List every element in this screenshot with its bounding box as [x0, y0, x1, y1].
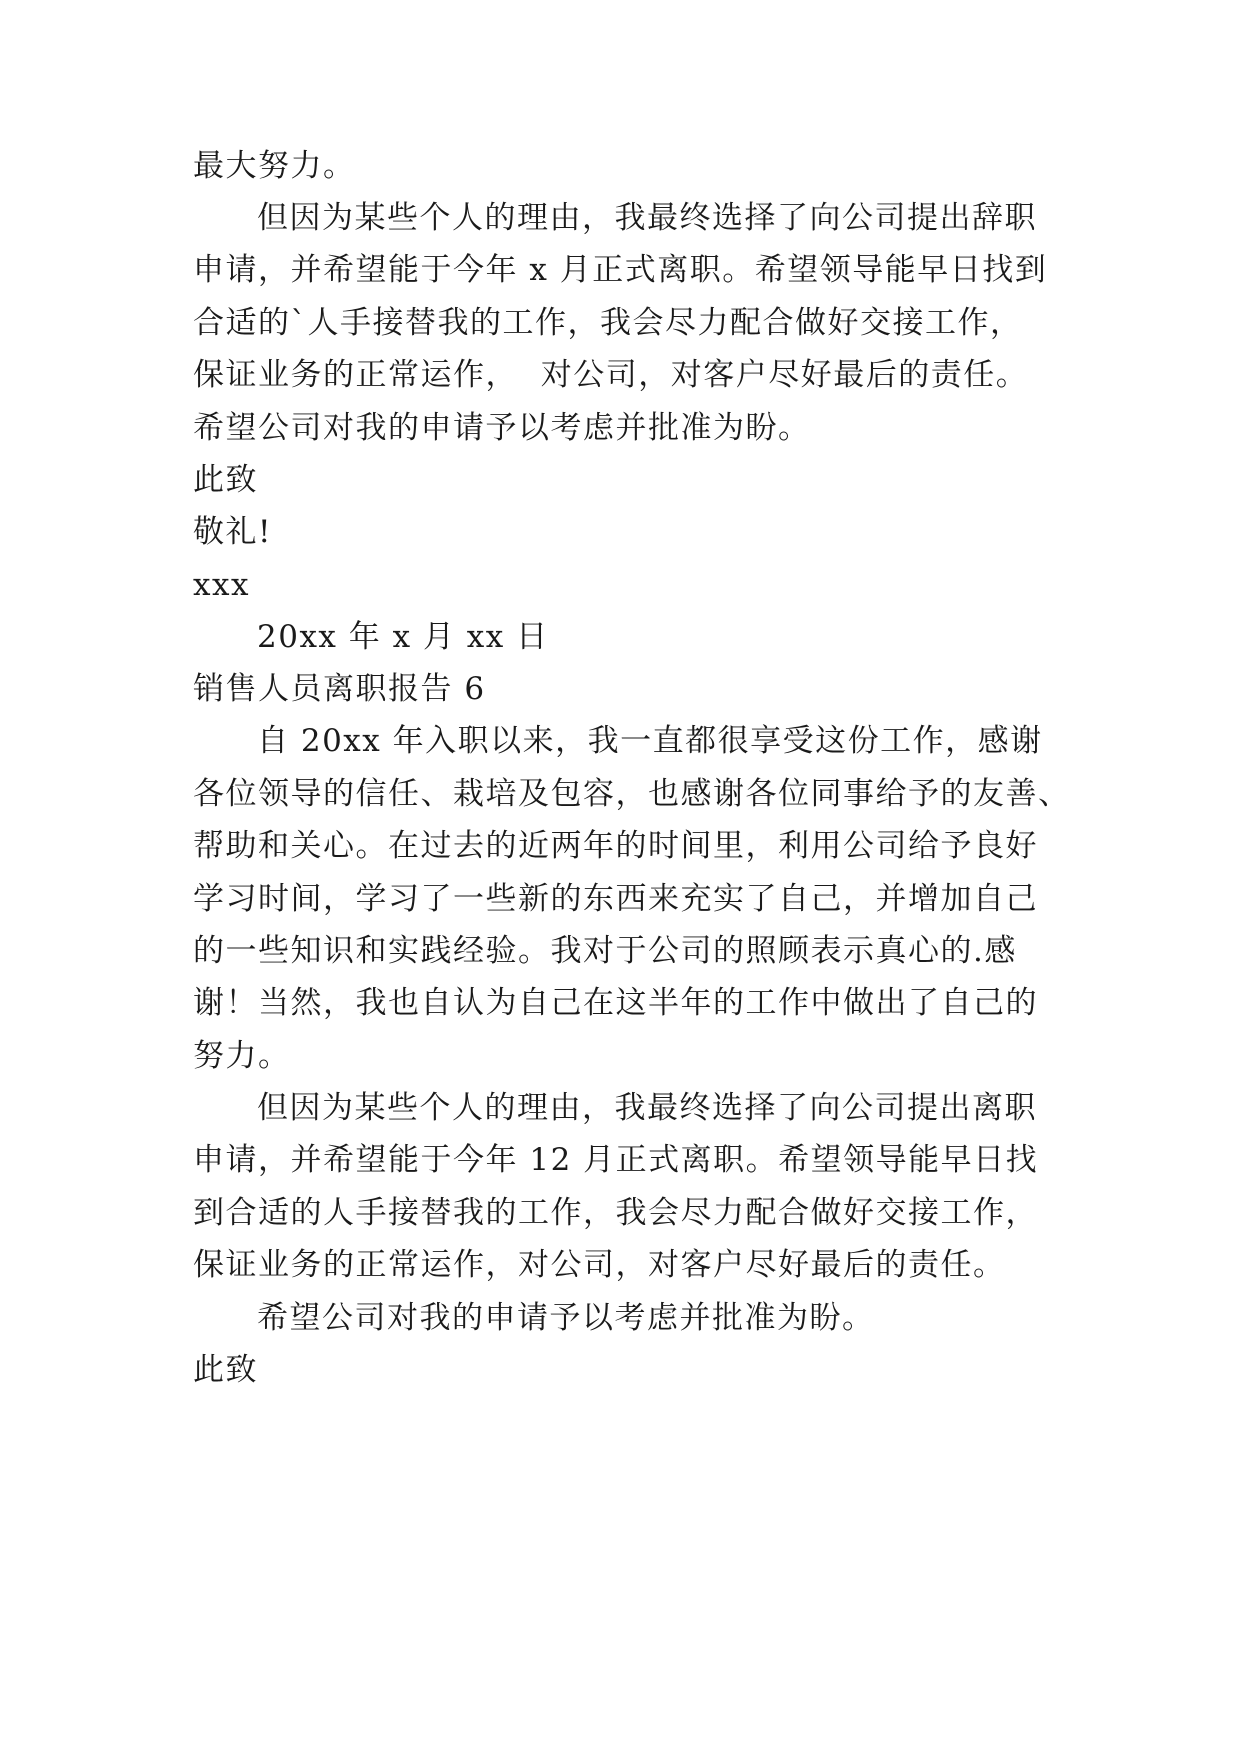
salutation: 此致	[193, 462, 258, 498]
paragraph-line: 合适的`人手接替我的工作，我会尽力配合做好交接工作，	[193, 305, 1023, 341]
paragraph-line: 申请，并希望能于今年 x 月正式离职。希望领导能早日找到	[193, 252, 1048, 288]
signature-date: 20xx 年 x 月 xx 日	[257, 619, 549, 655]
paragraph-line: 各位领导的信任、栽培及包容，也感谢各位同事给予的友善、	[193, 776, 1071, 812]
paragraph-line: 谢！当然，我也自认为自己在这半年的工作中做出了自己的	[193, 985, 1038, 1021]
paragraph-line: 但因为某些个人的理由，我最终选择了向公司提出辞职	[257, 200, 1037, 236]
paragraph-line: 希望公司对我的申请予以考虑并批准为盼。	[257, 1300, 875, 1336]
paragraph-line: 保证业务的正常运作，对公司，对客户尽好最后的责任。	[193, 1247, 1006, 1283]
paragraph-line: 帮助和关心。在过去的近两年的时间里，利用公司给予良好	[193, 828, 1038, 864]
salutation: 此致	[193, 1352, 258, 1388]
closing: 敬礼!	[193, 514, 272, 550]
paragraph-line: 学习时间，学习了一些新的东西来充实了自己，并增加自己	[193, 881, 1038, 917]
signature-name: xxx	[193, 567, 250, 603]
paragraph-line: 但因为某些个人的理由，我最终选择了向公司提出离职	[257, 1090, 1037, 1126]
paragraph-line: 到合适的人手接替我的工作，我会尽力配合做好交接工作，	[193, 1195, 1038, 1231]
paragraph-line: 自 20xx 年入职以来，我一直都很享受这份工作，感谢	[257, 723, 1043, 759]
paragraph-line: 保证业务的正常运作， 对公司，对客户尽好最后的责任。	[193, 357, 1029, 393]
paragraph-line: 希望公司对我的申请予以考虑并批准为盼。	[193, 410, 811, 446]
section-title: 销售人员离职报告 6	[193, 671, 486, 707]
paragraph-line: 最大努力。	[193, 148, 356, 184]
paragraph-line: 申请，并希望能于今年 12 月正式离职。希望领导能早日找	[193, 1142, 1039, 1178]
paragraph-line: 努力。	[193, 1038, 291, 1074]
paragraph-line: 的一些知识和实践经验。我对于公司的照顾表示真心的.感	[193, 933, 1017, 969]
